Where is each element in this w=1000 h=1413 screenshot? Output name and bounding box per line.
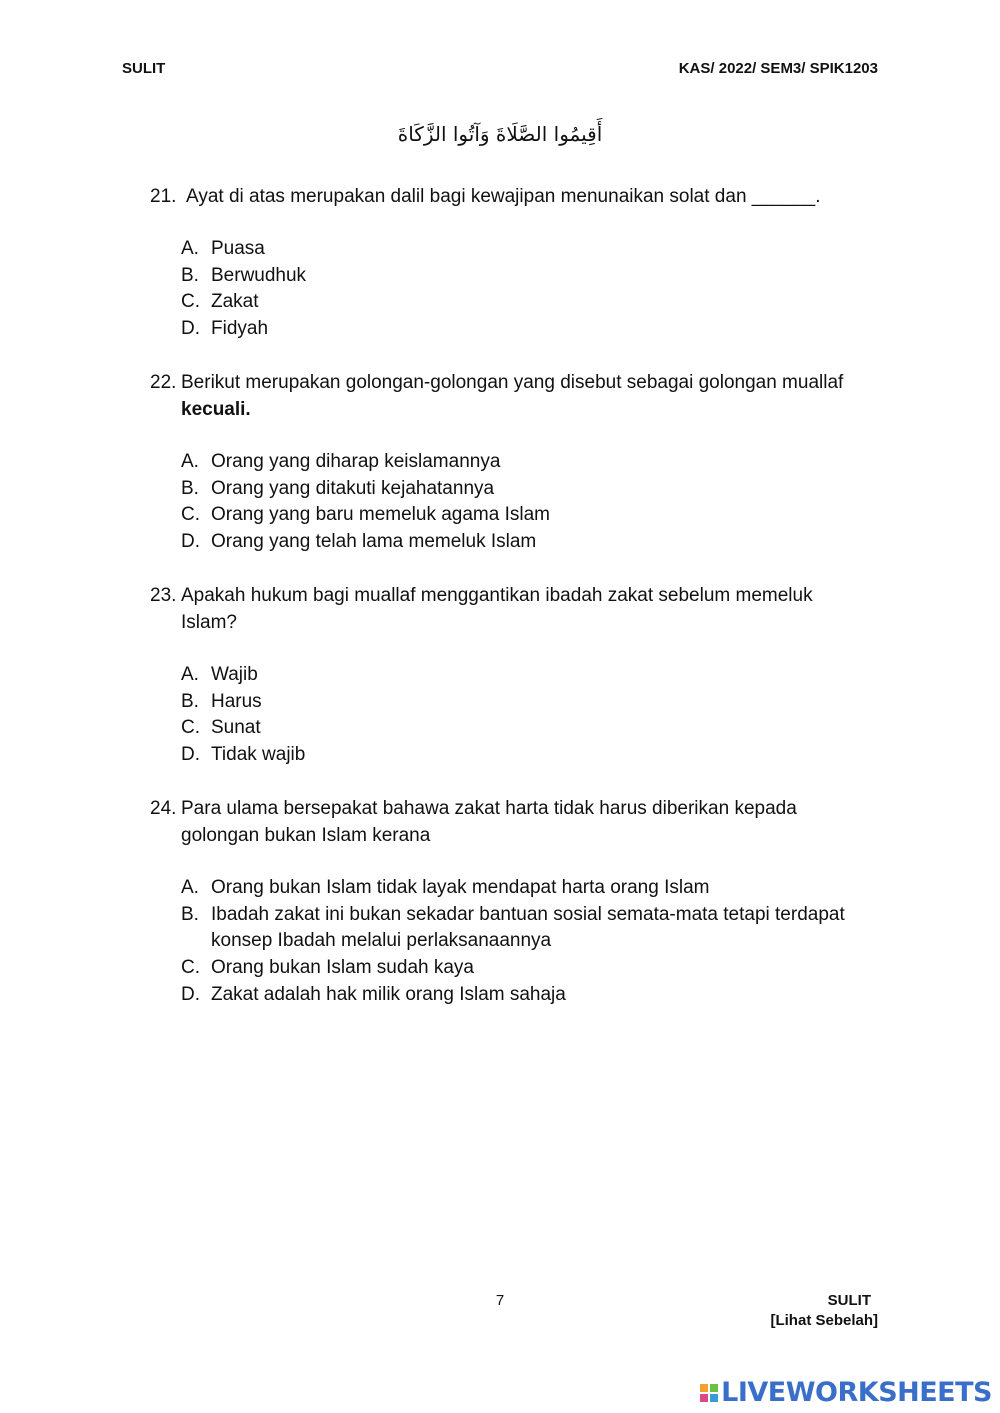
option-letter: C. [181,717,200,739]
arabic-verse: أَقِيمُوا الصَّلَاةَ وَآتُوا الزَّكَاةَ [397,122,603,146]
option-letter: C. [181,504,200,526]
logo-square-icon [700,1394,708,1402]
option-a[interactable] [181,875,870,902]
option-text: Orang bukan Islam tidak layak mendapat harta orang Islam [211,877,710,898]
question-22 [150,369,870,556]
footer-next-page-note: [Lihat Sebelah] [770,1312,878,1329]
option-b[interactable] [181,902,870,955]
option-letter: A. [181,664,199,685]
option-text: Berwudhuk [211,264,307,286]
option-text: Orang yang ditakuti kejahatannya [211,477,495,499]
option-c[interactable] [181,502,870,529]
liveworksheets-icon [700,1384,718,1402]
option-d[interactable] [181,982,870,1009]
option-text: Harus [211,690,262,712]
option-c[interactable] [181,955,870,982]
option-letter: B. [181,903,199,925]
option-letter: D. [181,744,200,766]
option-a[interactable] [181,449,870,476]
option-a[interactable] [181,236,870,263]
question-stem-emphasis: kecuali. [181,399,251,420]
option-letter: D. [181,983,200,1005]
option-d[interactable] [181,742,870,769]
header-course-code: KAS/ 2022/ SEM3/ SPIK1203 [678,60,878,77]
option-text: Tidak wajib [211,744,306,766]
logo-square-icon [710,1384,718,1392]
option-letter: A. [181,451,199,472]
option-text: Sunat [211,717,261,739]
option-text: Zakat adalah hak milik orang Islam sahaja [211,983,566,1005]
option-letter: D. [181,531,200,553]
question-number: 21. [150,186,177,207]
option-list [181,236,870,343]
option-letter: C. [181,291,200,313]
page-number: 7 [495,1292,505,1309]
logo-square-icon [700,1384,708,1392]
option-text: Wajib [211,664,258,685]
option-letter: C. [181,957,200,979]
question-number: 23. [150,585,177,606]
question-21 [150,183,870,343]
footer-classification: SULIT [827,1292,871,1309]
header-classification: SULIT [122,60,166,77]
option-list [181,875,870,1009]
option-b[interactable] [181,689,870,716]
question-23 [150,582,870,769]
question-stem [181,369,870,423]
option-letter: B. [181,477,199,499]
liveworksheets-logo[interactable] [700,1377,992,1408]
option-letter: A. [181,238,199,259]
option-letter: B. [181,690,199,712]
question-stem: Para ulama bersepakat bahawa zakat harta tidak harus diberikan kepada golongan bukan Islam kerana [181,798,797,846]
option-d[interactable] [181,316,870,343]
question-number: 24. [150,798,177,819]
liveworksheets-wordmark: LIVEWORKSHEETS [721,1377,992,1408]
option-b[interactable] [181,476,870,503]
question-stem: Apakah hukum bagi muallaf menggantikan ibadah zakat sebelum memeluk Islam? [181,585,813,633]
option-c[interactable] [181,289,870,316]
option-c[interactable] [181,715,870,742]
option-letter: B. [181,264,199,286]
question-number: 22. [150,372,177,393]
logo-square-icon [710,1394,718,1402]
option-b[interactable] [181,263,870,290]
option-letter: A. [181,877,199,898]
option-text: Puasa [211,238,265,259]
option-a[interactable] [181,662,870,689]
option-d[interactable] [181,529,870,556]
option-text: Orang yang telah lama memeluk Islam [211,531,537,553]
option-text: Ibadah zakat ini bukan sekadar bantuan sosial semata-mata tetapi terdapat konsep Ibadah melalui perlaksanaannya [211,903,845,952]
question-stem-text: Berikut merupakan golongan-golongan yang disebut sebagai golongan muallaf [181,372,844,393]
question-24 [150,795,870,1009]
option-text: Orang yang baru memeluk agama Islam [211,504,550,526]
option-list [181,662,870,769]
option-list [181,449,870,556]
option-text: Orang bukan Islam sudah kaya [211,957,474,979]
question-stem: Ayat di atas merupakan dalil bagi kewajipan menunaikan solat dan ______. [186,186,821,207]
option-text: Zakat [211,291,259,313]
option-text: Orang yang diharap keislamannya [211,451,501,472]
option-letter: D. [181,318,200,340]
option-text: Fidyah [211,318,269,340]
